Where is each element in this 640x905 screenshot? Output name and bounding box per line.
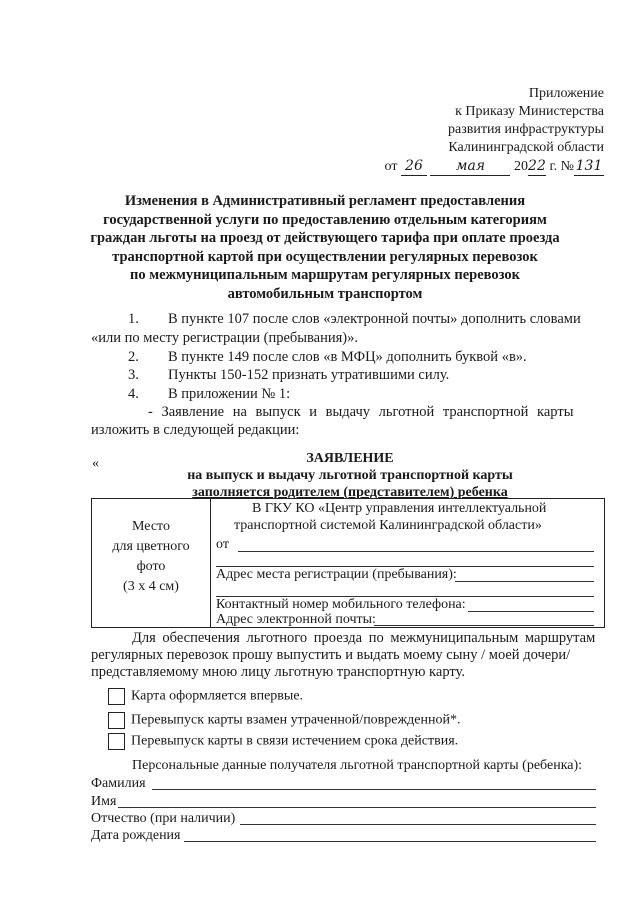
email-label: Адрес электронной почты: (216, 612, 376, 627)
phone-label: Контактный номер мобильного телефона: (216, 597, 466, 612)
field-birthdate-label: Дата рождения (91, 828, 181, 843)
patronymic-field[interactable] (240, 824, 596, 825)
check-reissue-lost[interactable]: Перевыпуск карты взамен утраченной/поврежденной*. (108, 712, 461, 729)
open-quote: « (92, 456, 99, 471)
surname-field[interactable] (152, 789, 596, 790)
appendix-title: Приложение (528, 86, 604, 101)
form-subtitle: на выпуск и выдачу льготной транспортной карты (187, 468, 513, 483)
field-name-label: Имя (91, 794, 117, 809)
birthdate-field[interactable] (184, 841, 596, 842)
check-reissue-expired[interactable]: Перевыпуск карты в связи истечением срока действия. (108, 733, 458, 750)
check-first-issue[interactable]: Карта оформляется впервые. (108, 688, 303, 705)
order-number: 131 (575, 158, 603, 174)
item-1-continuation: «или по месту регистрации (пребывания)». (91, 330, 359, 346)
item-4: 4. В приложении № 1: (128, 386, 291, 402)
checkbox[interactable] (108, 688, 125, 705)
from-label: от (216, 537, 229, 552)
request-line1: Для обеспечения льготного проезда по межмуниципальным маршрутам (132, 630, 596, 646)
personal-data-header: Персональные данные получателя льготной транспортной карты (ребенка): (132, 758, 583, 773)
phone-field[interactable] (468, 611, 594, 612)
form-heading (140, 450, 560, 501)
addressee-line1: В ГКУ КО «Центр управления интеллектуальной (252, 501, 547, 516)
name-field[interactable] (118, 807, 596, 808)
date-day: 26 (401, 157, 427, 176)
sub-item-line2: изложить в следующей редакции: (91, 422, 300, 438)
appendix-block (385, 85, 604, 176)
item-3: 3. Пункты 150-152 признать утратившими силу. (128, 367, 450, 383)
form-subtitle-2: заполняется родителем (представителем) ребенка (192, 485, 508, 500)
appendix-region: Калининградской области (448, 140, 604, 155)
checkbox[interactable] (108, 712, 125, 729)
item-2: 2. В пункте 149 после слов «в МФЦ» дополнить буквой «в». (128, 349, 527, 365)
sub-item-line1: - Заявление на выпуск и выдачу льготной транспортной карты (148, 404, 574, 420)
form-title: ЗАЯВЛЕНИЕ (306, 451, 394, 466)
date-year: 22 (528, 158, 546, 174)
field-patronymic-label: Отчество (при наличии) (91, 811, 236, 826)
appendix-ministry: развития инфраструктуры (448, 122, 604, 137)
request-line2: регулярных перевозок прошу выпустить и выдать моему сыну / моей дочери/ (91, 647, 571, 663)
applicant-box (91, 498, 605, 628)
photo-placeholder: Место для цветного фото (3 х 4 см) (92, 499, 211, 627)
checkbox[interactable] (108, 733, 125, 750)
addressee-line2: транспортной системой Калининградской области» (234, 518, 542, 533)
appendix-date: от 26 мая 2022 г. № 131 (384, 158, 603, 174)
from-field[interactable] (238, 551, 594, 552)
address-field[interactable] (455, 581, 594, 582)
appendix-order: к Приказу Министерства (455, 104, 604, 119)
item-1: 1. В пункте 107 после слов «электронной почты» дополнить словами (128, 311, 581, 327)
request-line3: представляемому мною лицу льготную транспортную карту. (91, 664, 465, 680)
field-surname-label: Фамилия (91, 776, 146, 791)
addressee-section (212, 499, 604, 627)
date-month: мая (430, 157, 510, 176)
email-field[interactable] (374, 625, 594, 626)
address-label: Адрес места регистрации (пребывания): (216, 567, 457, 582)
document-title: Изменения в Административный регламент предоставления государственной услуги по предоставлению отдельным категориям граждан льготы на проезд от действующего тарифа при оплате проезда транспортной картой при осуществлении регулярных перевозок по межмуниципальным маршрутам регулярных перевозок автомобильным транспортом (90, 193, 560, 302)
